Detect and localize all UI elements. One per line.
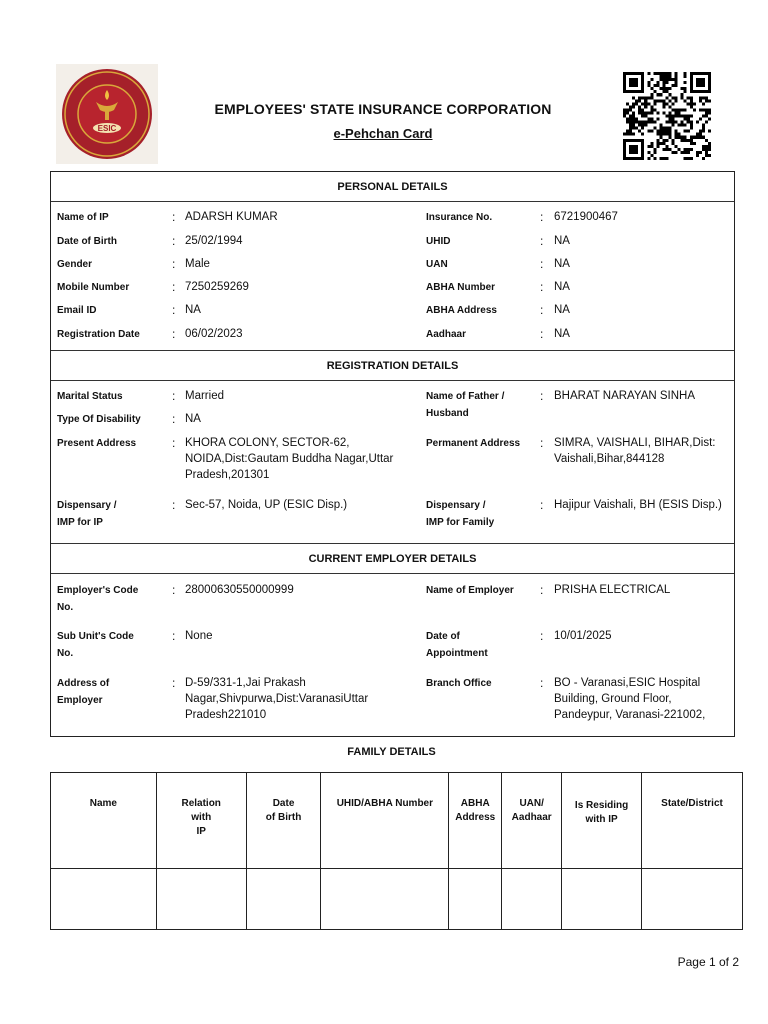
organization-title: EMPLOYEES' STATE INSURANCE CORPORATION: [214, 101, 552, 117]
registration-details-header: REGISTRATION DETAILS: [326, 360, 459, 372]
column-header-residing: Is Residing with IP: [562, 773, 642, 869]
dispensary-ip-label-line1: Dispensary /: [57, 500, 117, 511]
marital-status-value: Married: [185, 390, 224, 402]
appointment-label-line2: Appointment: [426, 648, 488, 659]
abha-address-value: NA: [554, 304, 570, 316]
divider: [51, 573, 734, 574]
dispensary-ip-label-line2: IMP for IP: [57, 517, 103, 528]
appointment-value: 10/01/2025: [554, 630, 612, 642]
email-label: Email ID: [57, 305, 97, 316]
present-address-label: Present Address: [57, 438, 137, 449]
present-address-value: KHORA COLONY, SECTOR-62, NOIDA,Dist:Gautam Buddha Nagar,Uttar Pradesh,201301: [185, 437, 394, 481]
personal-details-header: PERSONAL DETAILS: [337, 181, 448, 193]
permanent-address-label: Permanent Address: [426, 438, 521, 449]
disability-value: NA: [185, 413, 201, 425]
table-row: [51, 869, 743, 930]
dispensary-family-value: Hajipur Vaishali, BH (ESIS Disp.): [554, 499, 722, 511]
abha-number-value: NA: [554, 281, 570, 293]
name-of-ip-value: ADARSH KUMAR: [185, 211, 278, 223]
employer-address-value: D-59/331-1,Jai Prakash Nagar,Shivpurwa,Dist:VaranasiUttar Pradesh221010: [185, 677, 369, 721]
divider: [51, 350, 734, 351]
employer-details-header: CURRENT EMPLOYER DETAILS: [308, 553, 477, 565]
gender-value: Male: [185, 258, 210, 270]
insurance-no-label: Insurance No.: [426, 212, 493, 223]
mobile-label: Mobile Number: [57, 282, 130, 293]
uhid-value: NA: [554, 235, 570, 247]
registration-date-value: 06/02/2023: [185, 328, 243, 340]
column-header-relation: Relation with IP: [156, 773, 246, 869]
marital-status-label: Marital Status: [57, 391, 123, 402]
uan-value: NA: [554, 258, 570, 270]
gender-label: Gender: [57, 259, 93, 270]
esic-logo: [56, 64, 158, 164]
employer-code-label-line2: No.: [57, 602, 74, 613]
father-label-line1: Name of Father /: [426, 391, 505, 402]
email-value: NA: [185, 304, 201, 316]
divider: [51, 543, 734, 544]
dispensary-family-label-line2: IMP for Family: [426, 517, 495, 528]
abha-address-label: ABHA Address: [426, 305, 497, 316]
employer-address-label-line2: Employer: [57, 695, 103, 706]
column-header-state-district: State/District: [642, 773, 743, 869]
column-header-abha-address: ABHA Address: [449, 773, 502, 869]
divider: [51, 201, 734, 202]
dob-value: 25/02/1994: [185, 235, 243, 247]
employer-code-label-line1: Employer's Code: [57, 585, 139, 596]
father-value: BHARAT NARAYAN SINHA: [554, 390, 696, 402]
page-number: Page 1 of 2: [677, 955, 739, 969]
employer-name-value: PRISHA ELECTRICAL: [554, 584, 671, 596]
mobile-value: 7250259269: [185, 281, 249, 293]
aadhaar-label: Aadhaar: [426, 329, 467, 340]
column-header-dob: Date of Birth: [246, 773, 321, 869]
divider: [51, 380, 734, 381]
dispensary-family-label-line1: Dispensary /: [426, 500, 486, 511]
table-header-row: [51, 773, 743, 869]
column-header-uan-aadhaar: UAN/ Aadhaar: [502, 773, 562, 869]
appointment-label-line1: Date of: [426, 631, 460, 642]
sub-unit-value: None: [185, 630, 213, 642]
column-header-uhid-abha: UHID/ABHA Number: [321, 773, 449, 869]
uhid-label: UHID: [426, 236, 451, 247]
abha-number-label: ABHA Number: [426, 282, 496, 293]
aadhaar-value: NA: [554, 328, 570, 340]
card-title: e-Pehchan Card: [333, 126, 433, 141]
insurance-no-value: 6721900467: [554, 211, 618, 223]
father-label-line2: Husband: [426, 408, 469, 419]
employer-code-value: 28000630550000999: [185, 584, 294, 596]
employer-name-label: Name of Employer: [426, 585, 514, 596]
sub-unit-label-line2: No.: [57, 648, 74, 659]
logo-text: ESIC: [97, 124, 117, 133]
dispensary-ip-value: Sec-57, Noida, UP (ESIC Disp.): [185, 499, 348, 511]
uan-label: UAN: [426, 259, 448, 270]
employer-address-label-line1: Address of: [57, 678, 110, 689]
registration-date-label: Registration Date: [57, 329, 140, 340]
column-header-name: Name: [51, 773, 157, 869]
name-of-ip-label: Name of IP: [57, 212, 109, 223]
qr-code-icon: [623, 72, 711, 160]
branch-office-label: Branch Office: [426, 678, 492, 689]
disability-label: Type Of Disability: [57, 414, 141, 425]
family-details-header: FAMILY DETAILS: [347, 746, 436, 758]
permanent-address-value: SIMRA, VAISHALI, BIHAR,Dist:Vaishali,Bihar,844128: [554, 437, 716, 465]
details-box: PERSONAL DETAILS Name of IP : ADARSH KUMAR Date of Birth : 25/02/1994 Gender : Male Mobile Number : 7250259269 Email ID : NA Registration Date : 06/02/2023 Insurance No. : 6721900467 UHID : NA UAN : NA ABHA Number : NA ABHA Address : NA Aadhaar : NA REGISTRATION DETAILS Marital Status : Married Type Of Disability : NA Present Address : KHORA COLONY, SECTOR-62, NOIDA,Dist:Gautam Buddha Nagar,Uttar Pradesh,201301 Dispensary / IMP for IP : Sec-57, Noida, UP (ESIC Disp.) Name of Father / Husband : BHARAT NARAYAN SINHA Permanent Address : SIMRA, VAISHALI, BIHAR,Dist:Vaishali,Bihar,844128 Dispensary / IMP for Family : Hajipur Vaishali, BH (ESIS Disp.) CURRENT EMPLOYER DETAILS Employer's Code No. : 28000630550000999 Sub Unit's Code No. : None Address of Employer : D-59/331-1,Jai Prakash Nagar,Shivpurwa,Dist:VaranasiUttar Pradesh221010 Name of Employer : PRISHA ELECTRICAL Date of Appointment : 10/01/2025 Branch Office : BO - Varanasi,ESIC Hospital Building, Ground Floor, Pandeypur, Varanasi-221002,: [50, 171, 735, 737]
family-details-table: [50, 772, 743, 930]
branch-office-value: BO - Varanasi,ESIC Hospital Building, Ground Floor, Pandeypur, Varanasi-221002,: [554, 677, 706, 721]
dob-label: Date of Birth: [57, 236, 117, 247]
sub-unit-label-line1: Sub Unit's Code: [57, 631, 134, 642]
